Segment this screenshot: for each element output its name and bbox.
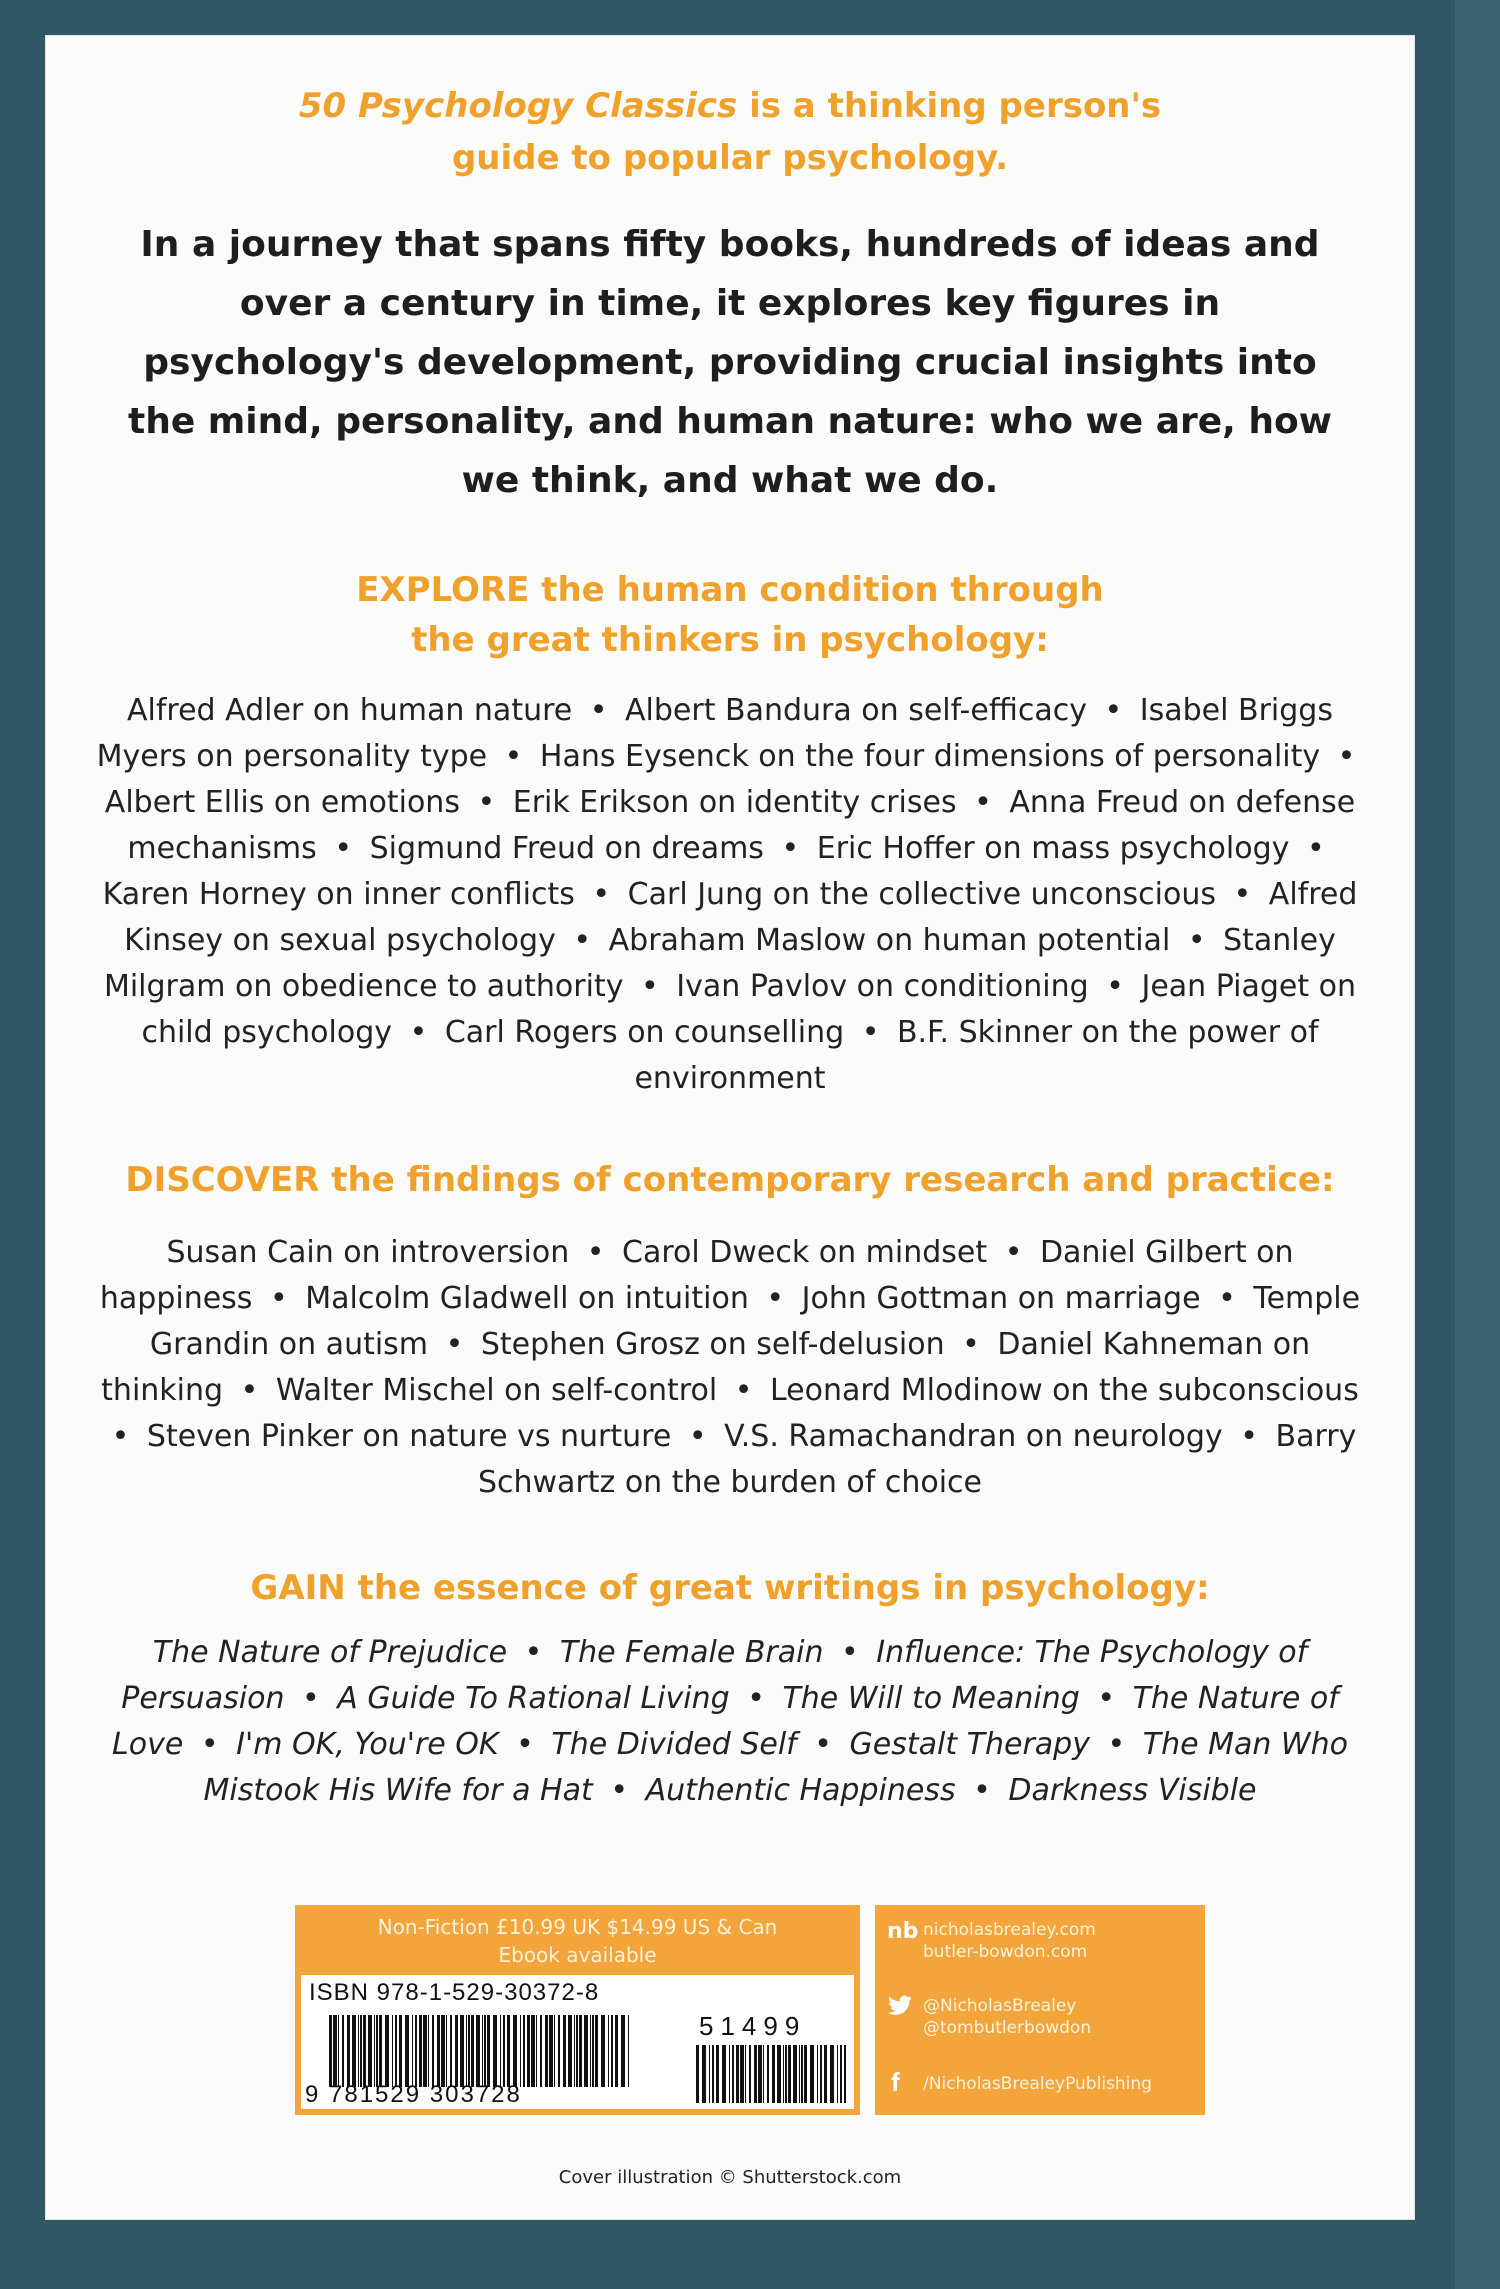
list-item: Daniel Kahneman on thinking — [101, 1327, 1311, 1408]
list-item: Ivan Pavlov on conditioning — [676, 969, 1089, 1004]
barcode-bar — [405, 2015, 409, 2087]
barcode-bar — [368, 2015, 372, 2087]
barcode-bar — [608, 2015, 609, 2087]
list-item: Stanley Milgram on obedience to authority — [103, 923, 1336, 1004]
intro-title — [45, 80, 1415, 184]
barcode-bar — [493, 2015, 497, 2087]
addon-digits: 51499 — [699, 2011, 807, 2041]
book-title: 50 Psychology Classics — [298, 86, 738, 126]
barcode-bar — [523, 2015, 525, 2087]
list-item: Carol Dweck on mindset — [622, 1235, 988, 1270]
barcode-bar — [709, 2045, 710, 2103]
barcode-bar — [785, 2045, 787, 2103]
bullet-separator: • — [1233, 877, 1252, 912]
barcode-bar — [531, 2015, 535, 2087]
bullet-separator: • — [334, 831, 353, 866]
bullet-separator: • — [1218, 1281, 1236, 1316]
bullet-separator: • — [111, 1419, 130, 1454]
barcode-bar — [801, 2045, 803, 2103]
addon-barcode — [696, 2045, 846, 2103]
list-item: Walter Mischel on self-control — [275, 1373, 718, 1408]
intro-body: In a journey that spans fifty books, hundreds of ideas and over a century in time, it explores key figures in psychology's development, providing crucial insights into the mind, personality, and human nature: who we are, how we think, and what we do. — [128, 224, 1332, 501]
barcode-bar — [507, 2015, 510, 2087]
bullet-separator: • — [1306, 831, 1325, 866]
barcode-bar — [712, 2045, 714, 2103]
barcode-bar — [722, 2045, 726, 2103]
list-item: Susan Cain on introversion — [166, 1235, 570, 1270]
barcode-bar — [758, 2045, 762, 2103]
list-item: The Divided Self — [551, 1727, 797, 1762]
barcode-bar — [788, 2045, 791, 2103]
bullet-separator: • — [1097, 1681, 1116, 1716]
website-2: butler-bowdon.com — [923, 1942, 1088, 1962]
barcode-bar — [763, 2045, 764, 2103]
barcode-bar — [772, 2045, 775, 2103]
barcode-bar — [347, 2015, 350, 2087]
barcode-bar — [540, 2015, 542, 2087]
barcode-bar — [754, 2045, 757, 2103]
list-item: I'm OK, You're OK — [236, 1727, 499, 1762]
bullet-separator: • — [734, 1373, 753, 1408]
barcode-bar — [740, 2045, 744, 2103]
barcode-bar — [352, 2015, 356, 2087]
barcode-bar — [810, 2045, 814, 2103]
bullet-separator: • — [1187, 923, 1206, 958]
bullet-separator: • — [814, 1727, 832, 1762]
bullet-separator: • — [766, 1281, 785, 1316]
barcode-bar — [503, 2015, 505, 2087]
list-item: Jean Piaget on child psychology — [141, 969, 1357, 1050]
barcode-bar — [729, 2045, 730, 2103]
barcode-bar — [376, 2015, 378, 2087]
twitter-icon — [887, 1995, 913, 2017]
barcode-bar — [576, 2015, 578, 2087]
bullet-separator: • — [747, 1681, 765, 1716]
barcode-bar — [621, 2015, 625, 2087]
barcode-bar — [484, 2015, 486, 2087]
barcode-bar — [471, 2015, 474, 2087]
barcode-bar — [558, 2015, 560, 2087]
barcode-bar — [385, 2015, 389, 2087]
barcode-bar — [736, 2045, 739, 2103]
barcode-bar — [428, 2015, 429, 2087]
explore-heading — [45, 565, 1415, 665]
list-item: John Gottman on marriage — [801, 1281, 1201, 1316]
barcode-bar — [840, 2045, 842, 2103]
list-item: Carl Jung on the collective unconscious — [627, 877, 1216, 912]
gain-heading — [45, 1563, 1415, 1613]
barcode-bar — [329, 2015, 332, 2087]
barcode-bar — [487, 2015, 490, 2087]
title-rest: is a thinking person's — [737, 86, 1162, 126]
list-item: The Man Who Mistook His Wife for a Hat — [203, 1727, 1348, 1808]
barcode-bar — [415, 2015, 417, 2087]
bullet-separator: • — [1240, 1419, 1258, 1454]
list-item: The Female Brain — [559, 1635, 824, 1670]
barcode-bar — [460, 2015, 464, 2087]
barcode-bar — [342, 2015, 344, 2087]
explore-rest: the human condition through — [529, 570, 1104, 610]
list-item: Barry Schwartz on the burden of choice — [477, 1419, 1357, 1500]
barcode-bar — [441, 2015, 445, 2087]
bullet-separator: • — [861, 1015, 880, 1050]
isbn-label: ISBN 978-1-529-30372-8 — [309, 1979, 600, 2006]
barcode-bar — [432, 2015, 434, 2087]
list-item: Carl Rogers on counselling — [444, 1015, 845, 1050]
barcode-bar — [745, 2045, 746, 2103]
barcode-bar — [824, 2045, 827, 2103]
list-item: The Nature of Prejudice — [152, 1635, 508, 1670]
barcode-bar — [749, 2045, 751, 2103]
barcode-bar — [574, 2015, 575, 2087]
barcode-bar — [450, 2015, 452, 2087]
barcode-bar — [820, 2045, 822, 2103]
list-item: Malcolm Gladwell on intuition — [305, 1281, 749, 1316]
barcode-bar — [799, 2045, 800, 2103]
list-item: Karen Horney on inner conflicts — [102, 877, 575, 912]
barcode-bar — [437, 2015, 440, 2087]
barcode-bar — [702, 2045, 706, 2103]
barcode-bar — [358, 2015, 359, 2087]
list-item: Erik Erikson on identity crises — [512, 785, 957, 820]
bullet-separator: • — [586, 1235, 605, 1270]
bullet-separator: • — [589, 693, 608, 728]
ean-digits: 9 781529 303728 — [305, 2081, 522, 2108]
bullet-separator: • — [302, 1681, 320, 1716]
barcode-bar — [482, 2015, 483, 2087]
barcode-bar — [399, 2015, 402, 2087]
barcode-bar — [468, 2015, 470, 2087]
discover-heading — [45, 1155, 1415, 1205]
facebook-page: /NicholasBrealeyPublishing — [923, 2074, 1152, 2094]
barcode-bar — [395, 2015, 397, 2087]
barcode-bar — [696, 2045, 699, 2103]
barcode-bar — [628, 2015, 629, 2087]
barcode-bar — [520, 2015, 521, 2087]
list-item: Authentic Happiness — [645, 1773, 956, 1808]
bullet-separator: • — [781, 831, 800, 866]
barcode-bar — [333, 2015, 337, 2087]
cover-credit: Cover illustration © Shutterstock.com — [558, 2167, 902, 2188]
bullet-separator: • — [240, 1373, 259, 1408]
title-line2: guide to popular psychology. — [451, 138, 1009, 178]
list-item: Influence: The Psychology of Persuasion — [121, 1635, 1308, 1716]
list-item: The Will to Meaning — [782, 1681, 1080, 1716]
barcode-bar — [716, 2045, 719, 2103]
list-item: Albert Ellis on emotions — [104, 785, 460, 820]
barcode-bar — [595, 2015, 598, 2087]
barcode-bar — [783, 2045, 784, 2103]
list-item: B.F. Skinner on the power of environment — [634, 1015, 1319, 1096]
ebook-line: Ebook available — [498, 1943, 657, 1967]
bullet-separator: • — [610, 1773, 629, 1808]
bullet-separator: • — [592, 877, 611, 912]
barcode-bar — [767, 2045, 769, 2103]
bullet-separator: • — [477, 785, 496, 820]
list-item: Darkness Visible — [1008, 1773, 1257, 1808]
facebook-icon: f — [891, 2067, 900, 2097]
bullet-separator: • — [973, 1773, 991, 1808]
barcode-bar — [837, 2045, 838, 2103]
barcode-bar — [804, 2045, 807, 2103]
bullet-separator: • — [1337, 739, 1356, 774]
explore-keyword: EXPLORE — [356, 570, 530, 610]
bullet-separator: • — [516, 1727, 534, 1762]
barcode-bar — [527, 2015, 530, 2087]
back-cover — [45, 35, 1415, 2220]
bullet-separator: • — [200, 1727, 219, 1762]
barcode-bar — [844, 2045, 846, 2103]
ean-barcode — [329, 2015, 629, 2087]
barcode-bar — [584, 2015, 588, 2087]
list-item: Stephen Grosz on self-delusion — [480, 1327, 945, 1362]
barcode-bar — [392, 2015, 393, 2087]
barcode-bar — [476, 2015, 480, 2087]
list-item: Gestalt Therapy — [849, 1727, 1090, 1762]
explore-list — [95, 688, 1365, 1102]
list-item: Daniel Gilbert on happiness — [99, 1235, 1294, 1316]
barcode-bar — [590, 2015, 591, 2087]
bullet-separator: • — [409, 1015, 428, 1050]
discover-keyword: DISCOVER — [125, 1160, 320, 1200]
price-line: Non-Fiction £10.99 UK $14.99 US & Can — [377, 1915, 778, 1939]
list-item: Alfred Kinsey on sexual psychology — [124, 877, 1358, 958]
barcode-bar — [466, 2015, 467, 2087]
bullet-separator: • — [1107, 1727, 1126, 1762]
bullet-separator: • — [641, 969, 659, 1004]
bullet-separator: • — [504, 739, 523, 774]
barcode-bar — [549, 2015, 553, 2087]
list-item: Hans Eysenck on the four dimensions of personality — [539, 739, 1321, 774]
barcode-bar — [579, 2015, 582, 2087]
explore-line2: the great thinkers in psychology: — [411, 620, 1049, 660]
barcode-bar — [419, 2015, 422, 2087]
discover-list — [95, 1230, 1365, 1506]
list-item: The Nature of Love — [112, 1681, 1339, 1762]
price-box — [295, 1905, 860, 2115]
list-item: Temple Grandin on autism — [149, 1281, 1361, 1362]
list-item: Anna Freud on defense mechanisms — [127, 785, 1356, 866]
barcode-bar — [777, 2045, 781, 2103]
website-1: nicholasbrealey.com — [923, 1920, 1096, 1940]
bullet-separator: • — [962, 1327, 980, 1362]
barcode-bar — [374, 2015, 375, 2087]
barcode-bar — [536, 2015, 537, 2087]
list-item: Isabel Briggs Myers on personality type — [96, 693, 1333, 774]
barcode-bar — [500, 2015, 501, 2087]
book-edge — [1455, 0, 1500, 2289]
barcode-bar — [412, 2015, 413, 2087]
barcode-bar — [611, 2015, 613, 2087]
barcode-bar — [360, 2015, 362, 2087]
barcode-bar — [423, 2015, 427, 2087]
barcode-bar — [446, 2015, 447, 2087]
bullet-separator: • — [524, 1635, 543, 1670]
bullet-separator: • — [688, 1419, 707, 1454]
bullet-separator: • — [1104, 693, 1123, 728]
list-item: A Guide To Rational Living — [337, 1681, 730, 1716]
list-item: Alfred Adler on human nature — [127, 693, 573, 728]
barcode-bar — [592, 2015, 594, 2087]
bullet-separator: • — [1004, 1235, 1023, 1270]
bullet-separator: • — [445, 1327, 464, 1362]
social-box — [875, 1905, 1205, 2115]
barcode-area — [301, 1975, 854, 2109]
barcode-bar — [563, 2015, 566, 2087]
list-item: Steven Pinker on nature vs nurture — [146, 1419, 672, 1454]
barcode-bar — [379, 2015, 382, 2087]
barcode-bar — [545, 2015, 548, 2087]
barcode-bar — [455, 2015, 458, 2087]
barcode-bar — [830, 2045, 834, 2103]
barcode-bar — [615, 2015, 618, 2087]
barcode-bar — [554, 2015, 555, 2087]
list-item: V.S. Ramachandran on neurology — [724, 1419, 1223, 1454]
twitter-handle-2: @tombutlerbowdon — [923, 2018, 1092, 2038]
bullet-separator: • — [573, 923, 592, 958]
barcode-bar — [601, 2015, 605, 2087]
barcode-bar — [817, 2045, 818, 2103]
barcode-bar — [568, 2015, 572, 2087]
barcode-bar — [363, 2015, 366, 2087]
bullet-separator: • — [270, 1281, 288, 1316]
barcode-bar — [732, 2045, 734, 2103]
discover-rest: the findings of contemporary research and practice: — [319, 1160, 1335, 1200]
list-item: Eric Hoffer on mass psychology — [816, 831, 1290, 866]
gain-keyword: GAIN — [250, 1568, 346, 1608]
bullet-separator: • — [841, 1635, 859, 1670]
barcode-bar — [793, 2045, 797, 2103]
list-item: Abraham Maslow on human potential — [608, 923, 1171, 958]
nb-logo-icon: nb — [887, 1919, 919, 1944]
gain-rest: the essence of great writings in psychology: — [345, 1568, 1210, 1608]
list-item: Albert Bandura on self-efficacy — [625, 693, 1087, 728]
twitter-handle-1: @NicholasBrealey — [923, 1996, 1077, 2016]
list-item: Leonard Mlodinow on the subconscious — [769, 1373, 1359, 1408]
bullet-separator: • — [974, 785, 992, 820]
barcode-bar — [513, 2015, 517, 2087]
list-item: Sigmund Freud on dreams — [369, 831, 764, 866]
barcode-bar — [338, 2015, 339, 2087]
gain-list — [95, 1630, 1365, 1814]
bullet-separator: • — [1106, 969, 1124, 1004]
